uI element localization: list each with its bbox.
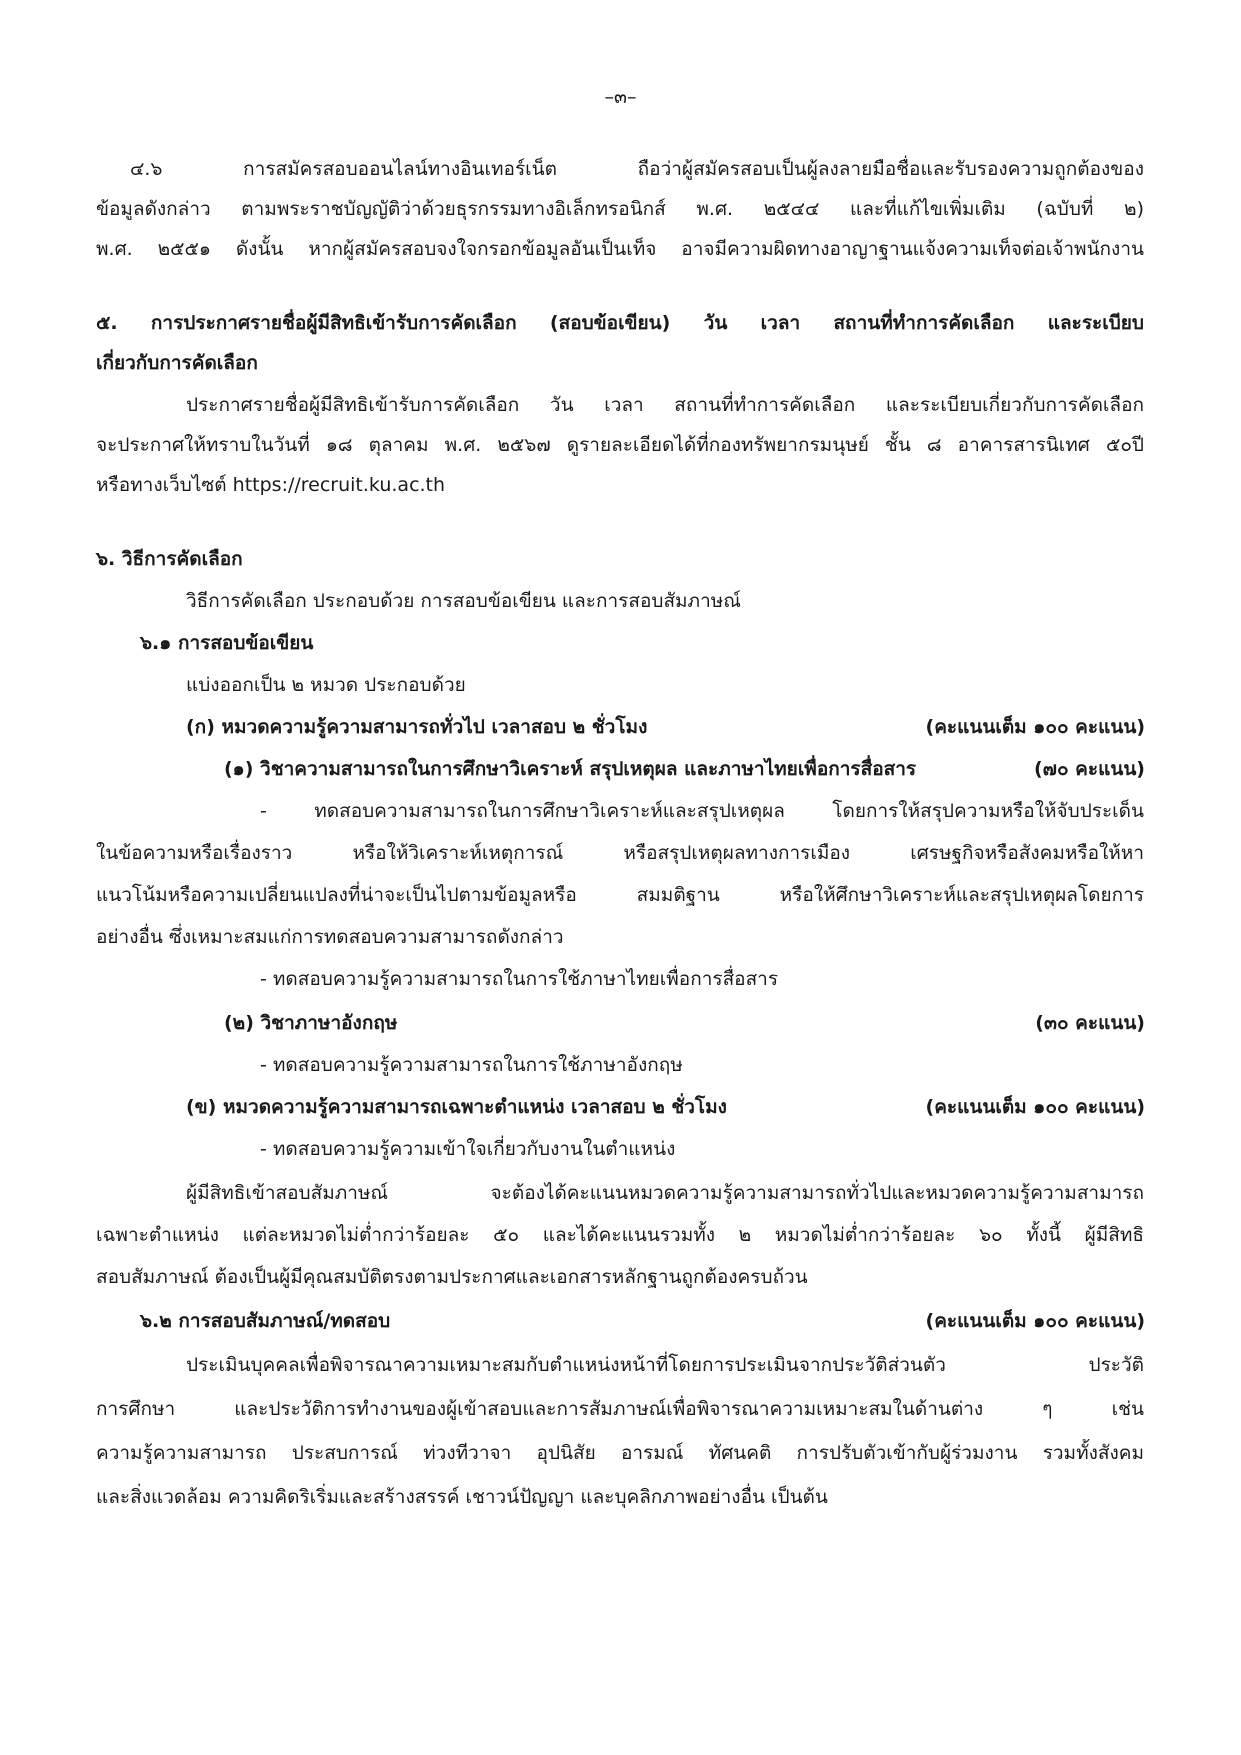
- sec62-score: (คะแนนเต็ม ๑๐๐ คะแนน): [925, 1310, 1145, 1332]
- page-number: –๓–: [604, 86, 637, 108]
- sec5-body-line-1: ประกาศรายชื่อผู้มีสิทธิเข้ารับการคัดเลือก วัน เวลา สถานที่ทำการคัดเลือก และระเบียบเกี่ยวกับการคัดเลือก: [186, 394, 1144, 416]
- sec62-line-1: ประเมินบุคคลเพื่อพิจารณาความเหมาะสมกับตำแหน่งหน้าที่โดยการประเมินจากประวัติส่วนตัว ประวัติ: [186, 1354, 1144, 1376]
- sec6-heading: ๖. วิธีการคัดเลือก: [96, 548, 243, 570]
- subject-a2-score: (๓๐ คะแนน): [1035, 1012, 1145, 1034]
- sec5-body-line-3: หรือทางเว็บไซต์ https://recruit.ku.ac.th: [96, 474, 446, 496]
- a1-desc-line-1: - ทดสอบความสามารถในการศึกษาวิเคราะห์และสรุปเหตุผล โดยการให้สรุปความหรือให้จับประเด็น: [260, 800, 1144, 822]
- sec62-line-2: การศึกษา และประวัติการทำงานของผู้เข้าสอบและการสัมภาษณ์เพื่อพิจารณาความเหมาะสมในด้านต่าง ๆ เช่น: [96, 1398, 1144, 1420]
- criteria-line-3: สอบสัมภาษณ์ ต้องเป็นผู้มีคุณสมบัติตรงตามประกาศและเอกสารหลักฐานถูกต้องครบถ้วน: [96, 1266, 808, 1288]
- category-b-title: (ข) หมวดความรู้ความสามารถเฉพาะตำแหน่ง เวลาสอบ ๒ ชั่วโมง: [186, 1096, 727, 1118]
- subject-a1-title: (๑) วิชาความสามารถในการศึกษาวิเคราะห์ สรุปเหตุผล และภาษาไทยเพื่อการสื่อสาร: [224, 758, 917, 780]
- sec46-line-2: ข้อมูลดังกล่าว ตามพระราชบัญญัติว่าด้วยธุรกรรมทางอิเล็กทรอนิกส์ พ.ศ. ๒๕๔๔ และที่แก้ไขเพิ่มเติม (ฉบับที่ ๒): [96, 198, 1144, 220]
- category-a-score: (คะแนนเต็ม ๑๐๐ คะแนน): [925, 716, 1145, 738]
- sec46-line-1: ๔.๖ การสมัครสอบออนไลน์ทางอินเทอร์เน็ต ถือว่าผู้สมัครสอบเป็นผู้ลงลายมือชื่อและรับรองความถูกต้องของ: [130, 158, 1144, 180]
- criteria-line-1: ผู้มีสิทธิเข้าสอบสัมภาษณ์ จะต้องได้คะแนนหมวดความรู้ความสามารถทั่วไปและหมวดความรู้ความสามารถ: [186, 1182, 1144, 1204]
- sec62-line-4: และสิ่งแวดล้อม ความคิดริเริ่มและสร้างสรรค์ เชาวน์ปัญญา และบุคลิกภาพอย่างอื่น เป็นต้น: [96, 1486, 828, 1508]
- a1-desc-line-4: อย่างอื่น ซึ่งเหมาะสมแก่การทดสอบความสามารถดังกล่าว: [96, 926, 564, 948]
- category-b-score: (คะแนนเต็ม ๑๐๐ คะแนน): [925, 1096, 1145, 1118]
- category-a-title: (ก) หมวดความรู้ความสามารถทั่วไป เวลาสอบ ๒ ชั่วโมง: [186, 716, 648, 738]
- sec5-heading-line-1: ๕. การประกาศรายชื่อผู้มีสิทธิเข้ารับการคัดเลือก (สอบข้อเขียน) วัน เวลา สถานที่ทำการคัดเลือก และระเบียบ: [96, 312, 1144, 334]
- sec61-intro: แบ่งออกเป็น ๒ หมวด ประกอบด้วย: [186, 674, 466, 696]
- a2-desc-line: - ทดสอบความรู้ความสามารถในการใช้ภาษาอังกฤษ: [260, 1054, 683, 1076]
- subject-a2-title: (๒) วิชาภาษาอังกฤษ: [224, 1012, 398, 1034]
- a1-desc-line-2: ในข้อความหรือเรื่องราว หรือให้วิเคราะห์เหตุการณ์ หรือสรุปเหตุผลทางการเมือง เศรษฐกิจหรือสังคมหรือให้หา: [96, 842, 1144, 864]
- subject-a1-score: (๗๐ คะแนน): [1033, 758, 1145, 780]
- a1-desc-line-3: แนวโน้มหรือความเปลี่ยนแปลงที่น่าจะเป็นไปตามข้อมูลหรือ สมมติฐาน หรือให้ศึกษาวิเคราะห์และสรุปเหตุผลโดยการ: [96, 884, 1144, 906]
- sec6-intro: วิธีการคัดเลือก ประกอบด้วย การสอบข้อเขียน และการสอบสัมภาษณ์: [186, 590, 741, 612]
- sec5-body-line-2: จะประกาศให้ทราบในวันที่ ๑๘ ตุลาคม พ.ศ. ๒๕๖๗ ดูรายละเอียดได้ที่กองทรัพยากรมนุษย์ ชั้น ๘ อาคารสารนิเทศ ๕๐ปี: [96, 434, 1144, 456]
- sec46-line-3: พ.ศ. ๒๕๕๑ ดังนั้น หากผู้สมัครสอบจงใจกรอกข้อมูลอันเป็นเท็จ อาจมีความผิดทางอาญาฐานแจ้งความเท็จต่อเจ้าพนักงาน: [96, 238, 1144, 260]
- sec62-line-3: ความรู้ความสามารถ ประสบการณ์ ท่วงทีวาจา อุปนิสัย อารมณ์ ทัศนคติ การปรับตัวเข้ากับผู้ร่วมงาน รวมทั้งสังคม: [96, 1442, 1144, 1464]
- sec5-heading-line-2: เกี่ยวกับการคัดเลือก: [96, 352, 258, 374]
- a1-desc-line-5: - ทดสอบความรู้ความสามารถในการใช้ภาษาไทยเพื่อการสื่อสาร: [260, 968, 779, 990]
- sec61-heading: ๖.๑ การสอบข้อเขียน: [140, 632, 314, 654]
- criteria-line-2: เฉพาะตำแหน่ง แต่ละหมวดไม่ต่ำกว่าร้อยละ ๕๐ และได้คะแนนรวมทั้ง ๒ หมวดไม่ต่ำกว่าร้อยละ ๖๐ ทั้งนี้ ผู้มีสิทธิ: [96, 1224, 1144, 1246]
- sec62-heading: ๖.๒ การสอบสัมภาษณ์/ทดสอบ: [140, 1310, 391, 1332]
- b-desc-line: - ทดสอบความรู้ความเข้าใจเกี่ยวกับงานในตำแหน่ง: [260, 1138, 676, 1160]
